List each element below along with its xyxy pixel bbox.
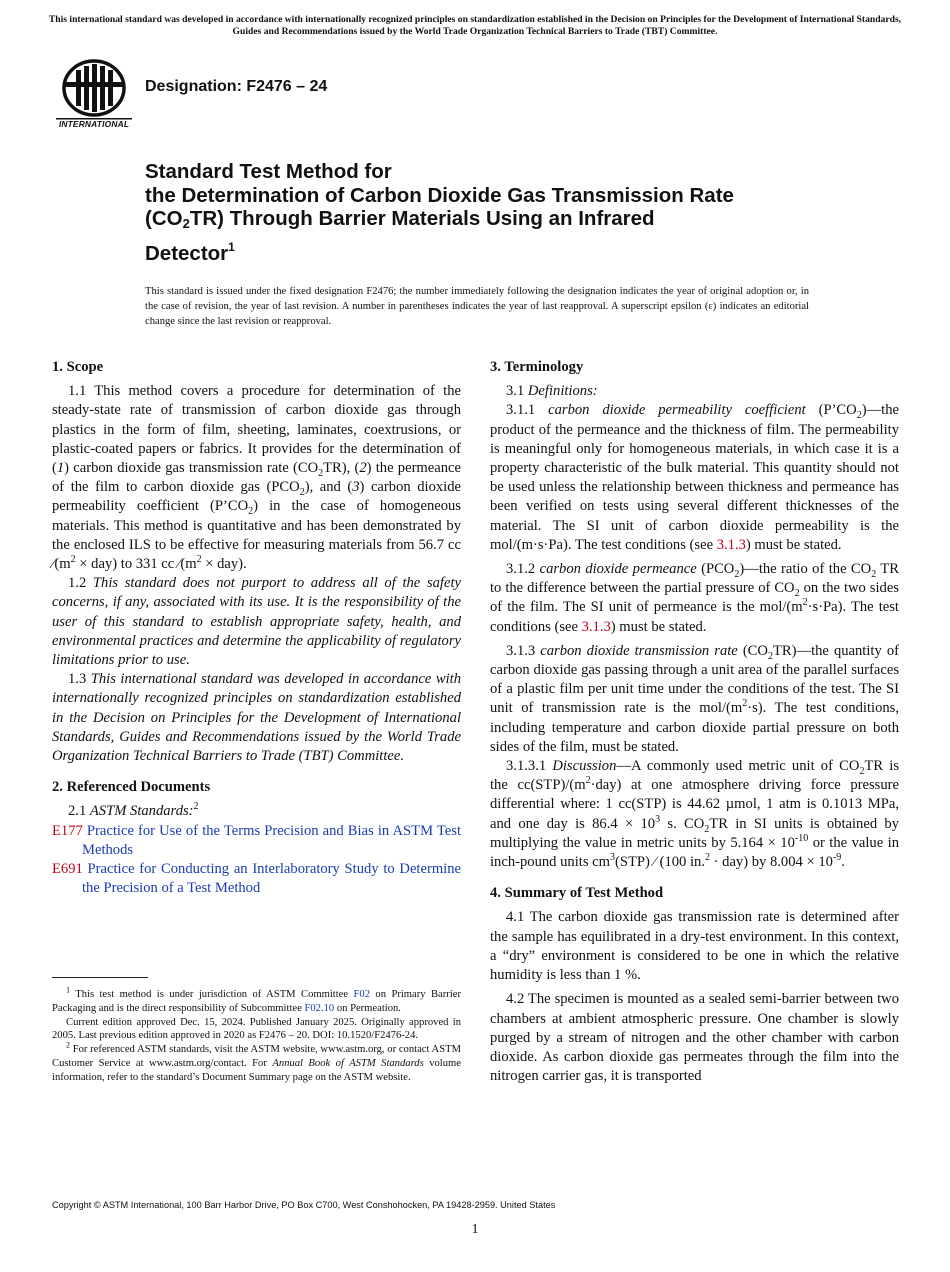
xref-3-1-3[interactable]: 3.1.3: [716, 536, 746, 553]
right-column: [490, 358, 899, 1086]
xref-3-1-3[interactable]: 3.1.3: [581, 618, 611, 635]
footnotes: [52, 985, 461, 1085]
para-4-1: 4.1 The carbon dioxide gas transmission rate is determined after the sample has equilibrated in a dry-test environment. In this context, a “dry” environment is considered to be one in which the relative humidity is less than 1 %.: [490, 909, 899, 984]
section-heading-summary: 4. Summary of Test Method: [490, 885, 664, 902]
section-heading-referenced-documents: 2. Referenced Documents: [52, 779, 211, 796]
reference-title[interactable]: Practice for Conducting an Interlaboratory Study to Determine the Precision of a Test Method: [82, 861, 462, 897]
section-heading-terminology: 3. Terminology: [490, 359, 584, 375]
footnote-divider: [52, 977, 148, 978]
designation: Designation: F2476 – 24: [145, 78, 328, 95]
document-title: [145, 160, 845, 265]
para-1-2: 1.2 This standard does not purport to address all of the safety concerns, if any, associated with its use. It is the responsibility of the user of this standard to establish appropriate safety, health, and environmental practices and determine the applicability of regulatory limitations prior to use.: [52, 575, 461, 669]
preamble: This standard is issued under the fixed designation F2476; the number immediately following the designation indicates the year of original adoption or, in the case of revision, the year of last revision. A number in parentheses indicates the year of last reapproval. A superscript epsilon (ε) indicates an editorial change since the last revision or reapproval.: [145, 286, 809, 327]
title-line-1: Standard Test Method for: [145, 160, 392, 183]
footnote-1-edition: Current edition approved Dec. 15, 2024. Published January 2025. Originally approved in 2005. Last previous edition approved in 2020 as F2476 – 20. DOI: 10.1520/F2476-24.: [52, 1016, 461, 1042]
subcommittee-link[interactable]: F02.10: [304, 1002, 335, 1014]
reference-code[interactable]: E691: [52, 861, 83, 878]
para-3-1-1: 3.1.1 carbon dioxide permeability coefficient $(P’CO_2)—the$ product of the permeance and the thickness of film. The permeability is meaningful only for homogeneous materials, in which case it is a property characteristic of the bulk material. This quantity should not be used unless the relationship between thickness and permeance has been verified on tests using several different thicknesses of the material. The SI unit of carbon dioxide permeability is the mol/(m·s·Pa). The test conditions (see 3.1.3) must be stated.: [490, 402, 900, 553]
page-number: 1: [471, 1222, 479, 1237]
para-4-2: 4.2 The specimen is mounted as a sealed semi-barrier between two chambers at ambient atmospheric pressure. One chamber is slowly purged by a stream of nitrogen and the other chamber with carbon dioxide. As carbon dioxide gas permeates through the film into the nitrogen carrier gas, it is transported: [490, 991, 899, 1085]
reference-code[interactable]: E177: [52, 822, 83, 839]
reference-e691[interactable]: [52, 860, 461, 898]
astm-logo: [54, 58, 134, 132]
left-column: [52, 358, 461, 898]
para-3-1: 3.1 Definitions:: [506, 383, 598, 400]
committee-link[interactable]: F02: [353, 989, 371, 1000]
logo-wordmark: INTERNATIONAL: [58, 119, 130, 129]
para-1-1: 1.1 This method covers a procedure for determination of the steady-state rate of transmission of carbon dioxide gas through plastics in the form of film, sheeting, laminates, coextrusions, or plastic-coated papers or fabrics. It provides for the determination of (1) carbon dioxide gas transmission rate $(CO_2TR)$, (2) the permeance of the film to carbon dioxide gas $(PCO_2)$, and (3) carbon dioxide permeability coefficient $(P’CO_2)$ in the case of homogeneous materials. This method is quantitative and has been demonstrated by the enclosed ILS to be effective for measuring materials from 56.7 cc $⁄(m^2 \times day)$ to 331 cc $⁄(m^2 \times day)$.: [52, 383, 461, 573]
section-heading-scope: 1. Scope: [52, 359, 104, 375]
para-3-1-3: 3.1.3 carbon dioxide transmission rate $(CO_2TR)—the$ quantity of carbon dioxide gas passing through a unit area of the parallel surfaces of a plastic film per unit time under the conditions of the test. The SI unit of transmission rate is the mol/$(m^2\cdot s)$. The test conditions, including temperature and carbon dioxide partial pressure on both sides of the film, must be stated.: [490, 642, 899, 755]
title-line-2: the Determination of Carbon Dioxide Gas Transmission Rate: [145, 183, 734, 207]
reference-title[interactable]: Practice for Use of the Terms Precision and Bias in ASTM Test Methods: [82, 822, 461, 858]
reference-e177[interactable]: [52, 822, 461, 860]
footnote-1: $^1$ This test method is under jurisdiction of ASTM Committee F02 on Primary Barrier Packaging and is the direct responsibility of Subcommittee F02.10 on Permeation.: [52, 985, 461, 1014]
para-1-3: 1.3 This international standard was developed in accordance with internationally recognized principles on standardization established in the Decision on Principles for the Development of International Standards, Guides and Recommendations issued by the World Trade Organization Technical Barriers to Trade (TBT) Committee.: [52, 671, 462, 765]
footnote-2: $^2$ For referenced ASTM standards, visit the ASTM website, www.astm.org, or contact ASTM Customer Service at www.astm.org/contact. For Annual Book of ASTM Standards volume information, refer to the standard’s Document Summary page on the ASTM website.: [52, 1040, 461, 1083]
title-line-4: Detector$^1$: [145, 239, 235, 265]
para-3-1-3-1: 3.1.3.1 Discussion—A commonly used metric unit of $CO_2TR$ is the $cc(STP)/(m^2\cdot day)$ at one atmosphere driving force pressure differential where: 1 cc(STP) is 44.62 µmol, 1 atm is 0.1013 MPa, and one day is $86.4 \times 10^3$ s. $CO_2TR$ in SI units is obtained by multiplying the value in metric units by $5.164 \times 10^{-10}$ or the value in inch-pound units $cm^3(STP)$ ⁄ (100 in.$^2$ · day) by $8.004 \times 10^{-9}$.: [490, 758, 900, 871]
para-3-1-2: 3.1.2 carbon dioxide permeance $(PCO_2)—the$ ratio of the $CO_2$ TR to the difference between the partial pressure of $CO_2$ on the two sides of the film. The SI unit of permeance is the mol/$(m^2\cdot s\cdot Pa)$. The test conditions (see 3.1.3) must be stated.: [490, 561, 899, 635]
title-line-3: $(CO_2TR)$ Through Barrier Materials Using an Infrared: [145, 207, 655, 231]
para-2-1: 2.1 ASTM Standards:$^2$: [68, 801, 199, 820]
top-notice: This international standard was developed in accordance with internationally recognized principles on standardization established in the Decision on Principles for the Development of International Standards, Guides and Recommendations issued by the World Trade Organization Technical Barriers to Trade (TBT) Committee.: [48, 14, 902, 37]
copyright-line: Copyright © ASTM International, 100 Barr Harbor Drive, PO Box C700, West Conshohocken, PA 19428-2959. United States: [52, 1200, 556, 1210]
